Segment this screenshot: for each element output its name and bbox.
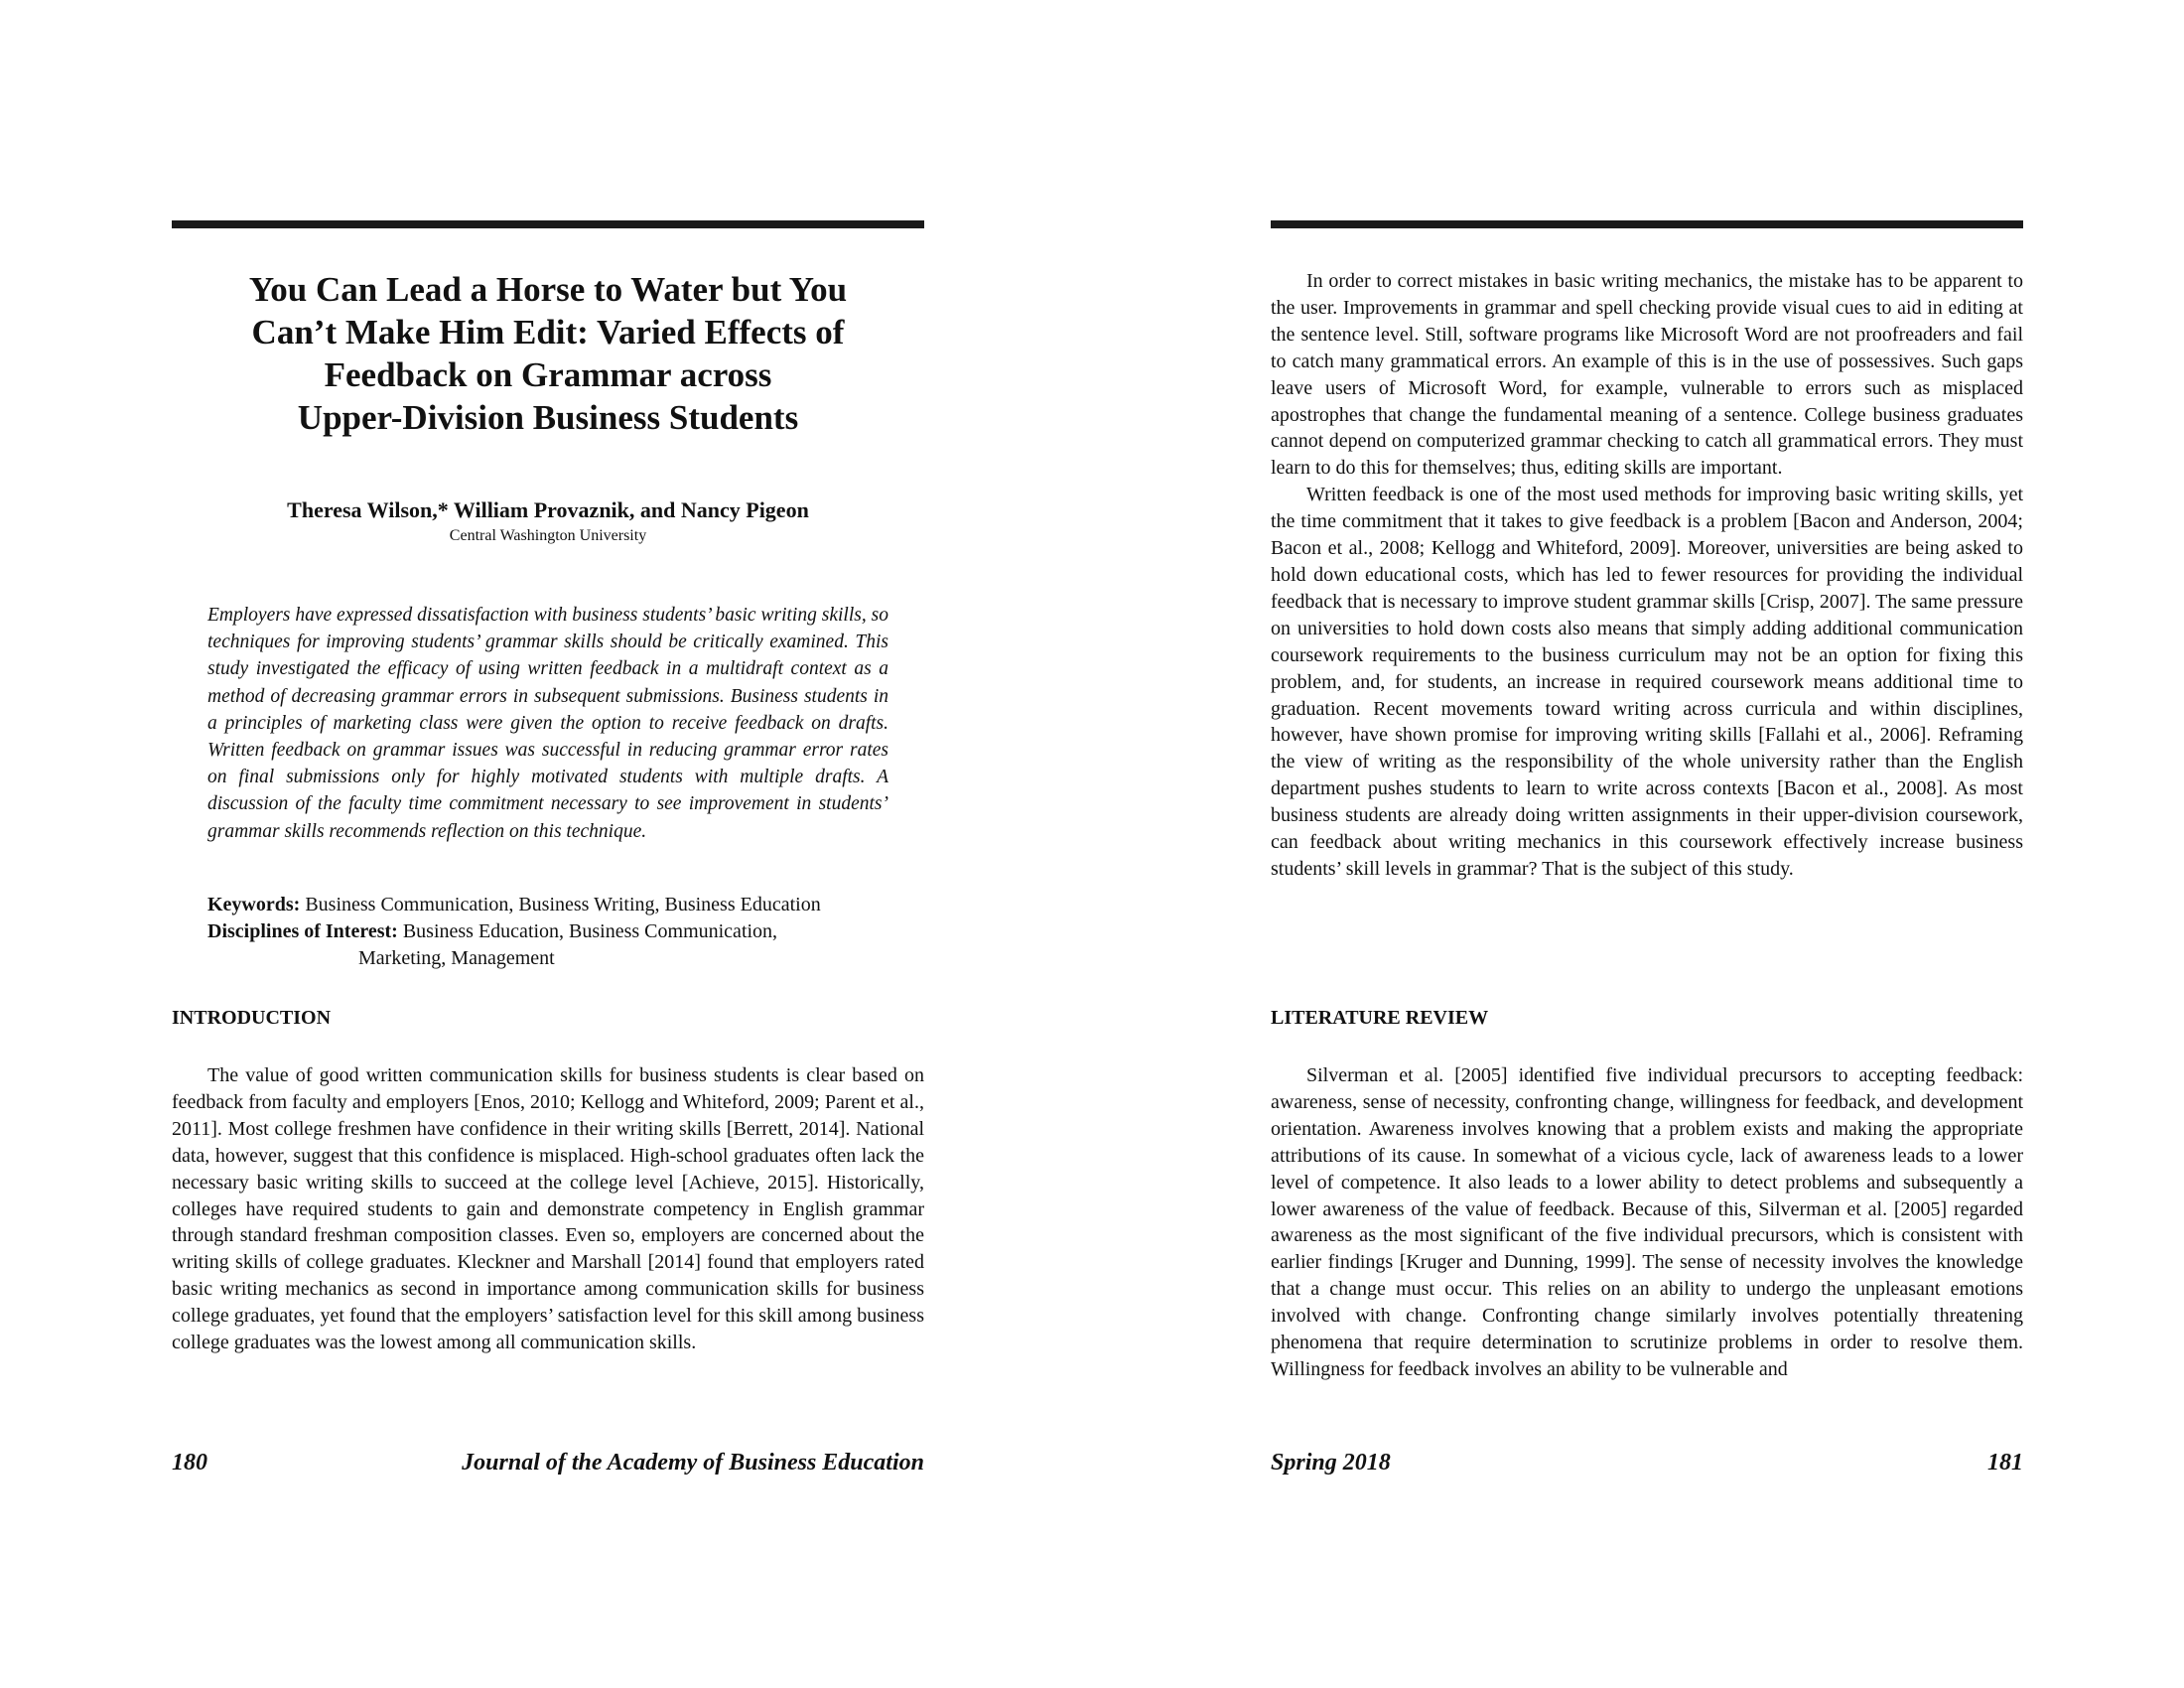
body-paragraph: The value of good written communication skills for business students is clear based on feedback from faculty and employers [Enos, 2010; Kellogg and Whiteford, 2009; Parent et al., 2011]. Most college freshmen have confidence in their writing skills [Berrett, 2014]. National data, however, suggest that this confidence is misplaced. High-school graduates often lack the necessary basic writing skills to succeed at the college level [Achieve, 2015]. Historically, colleges have required students to gain and demonstrate competency in English grammar through standard freshman composition classes. Even so, employers are concerned about the writing skills of college graduates. Kleckner and Marshall [2014] found that employers rated basic writing mechanics as second in importance among communication skills for business college graduates, yet found that the employers’ satisfaction level for this skill among business college graduates was the lowest among all communication skills.: [172, 1064, 924, 1354]
top-rule: [172, 220, 924, 228]
disciplines-line: [207, 918, 902, 945]
journal-name: Journal of the Academy of Business Education: [462, 1450, 924, 1476]
right-page: [1271, 0, 2023, 1688]
title-line: Upper-Division Business Students: [297, 398, 799, 437]
abstract: Employers have expressed dissatisfaction with business students’ basic writing skills, so techniques for improving students’ grammar skills should be critically examined. This study investigated the efficacy of using written feedback in a multidraft context as a method of decreasing grammar errors in subsequent submissions. Business students in a principles of marketing class were given the option to receive feedback on drafts. Written feedback on grammar issues was successful in reducing grammar error rates on final submissions only for highly motivated students with multiple drafts. A discussion of the faculty time commitment necessary to see improvement in students’ grammar skills recommends reflection on this technique.: [207, 605, 888, 842]
title-line: Can’t Make Him Edit: Varied Effects of: [251, 313, 845, 352]
top-rule: [1271, 220, 2023, 228]
keywords-value: Business Communication, Business Writing, Business Education: [305, 894, 821, 915]
body-paragraph: Silverman et al. [2005] identified five individual precursors to accepting feedback: awareness, sense of necessity, confronting change, willingness for feedback, and development orientation. Awareness involves knowing that a problem exists and making the appropriate attributions of its cause. In somewhat of a vicious cycle, lack of awareness leads to a lower level of competence. It also leads to a lower ability to detect problems and subsequently a lower awareness of the value of feedback. Because of this, Silverman et al. [2005] regarded awareness as the most significant of the five individual precursors, which is consistent with earlier findings [Kruger and Dunning, 1999]. The sense of necessity involves the knowledge that a change must occur. This relies on an ability to undergo the unpleasant emotions involved with change. Confronting change similarly involves potentially threatening phenomena that require determination to scrutinize problems in order to resolve them. Willingness for feedback involves an ability to be vulnerable and: [1271, 1064, 2023, 1380]
article-title: [172, 268, 924, 439]
disciplines-label: Disciplines of Interest:: [207, 920, 398, 942]
left-page: [172, 0, 924, 1688]
affiliation: Central Washington University: [449, 527, 647, 544]
issue-season: Spring 2018: [1271, 1450, 1391, 1476]
authors: Theresa Wilson,* William Provaznik, and Nancy Pigeon: [287, 497, 809, 522]
continued-body: [1271, 268, 2023, 883]
literature-review-body: [1271, 1062, 2023, 1383]
keywords-label: Keywords:: [207, 894, 301, 915]
literature-review-heading: LITERATURE REVIEW: [1271, 1007, 1489, 1029]
disciplines-value: Business Education, Business Communication,: [402, 920, 778, 942]
title-line: You Can Lead a Horse to Water but You: [248, 270, 848, 309]
body-paragraph: Written feedback is one of the most used methods for improving basic writing skills, yet the time commitment that it takes to give feedback is a problem [Bacon and Anderson, 2004; Bacon et al., 2008; Kellogg and Whiteford, 2009]. Moreover, universities are being asked to hold down educational costs, which has led to fewer resources for providing the individual feedback that is necessary to improve student grammar skills [Crisp, 2007]. The same pressure on universities to hold down costs also means that simply adding additional communication coursework requirements to the business curriculum may not be an option for fixing this problem, and, for students, an increase in required coursework means additional time to graduation. Recent movements toward writing across curricula and within disciplines, however, have shown promise for improving writing skills [Fallahi et al., 2006]. Reframing the view of writing as the responsibility of the whole university rather than the English department pushes students to learn to write across contexts [Bacon et al., 2008]. As most business students are already doing written assignments in their upper-division coursework, can feedback about writing mechanics in this coursework effectively increase business students’ skill levels in grammar? That is the subject of this study.: [1271, 484, 2023, 880]
introduction-heading: INTRODUCTION: [172, 1007, 332, 1029]
disciplines-continuation: Marketing, Management: [358, 947, 555, 969]
keywords-line: [207, 892, 902, 918]
page-number: 181: [1987, 1450, 2023, 1476]
title-line: Feedback on Grammar across: [324, 355, 772, 394]
keywords-block: [207, 892, 902, 972]
body-paragraph: In order to correct mistakes in basic writing mechanics, the mistake has to be apparent to the user. Improvements in grammar and spell checking provide visual cues to aid in editing at the sentence level. Still, software programs like Microsoft Word are not proofreaders and fail to catch many grammatical errors. An example of this is in the use of possessives. Such gaps leave users of Microsoft Word, for example, vulnerable to errors such as misplaced apostrophes that change the fundamental meaning of a sentence. College business graduates cannot depend on computerized grammar checking to catch all grammatical errors. They must learn to do this for themselves; thus, editing skills are important.: [1271, 270, 2023, 480]
introduction-body: [172, 1062, 924, 1356]
page-number: 180: [172, 1450, 207, 1476]
